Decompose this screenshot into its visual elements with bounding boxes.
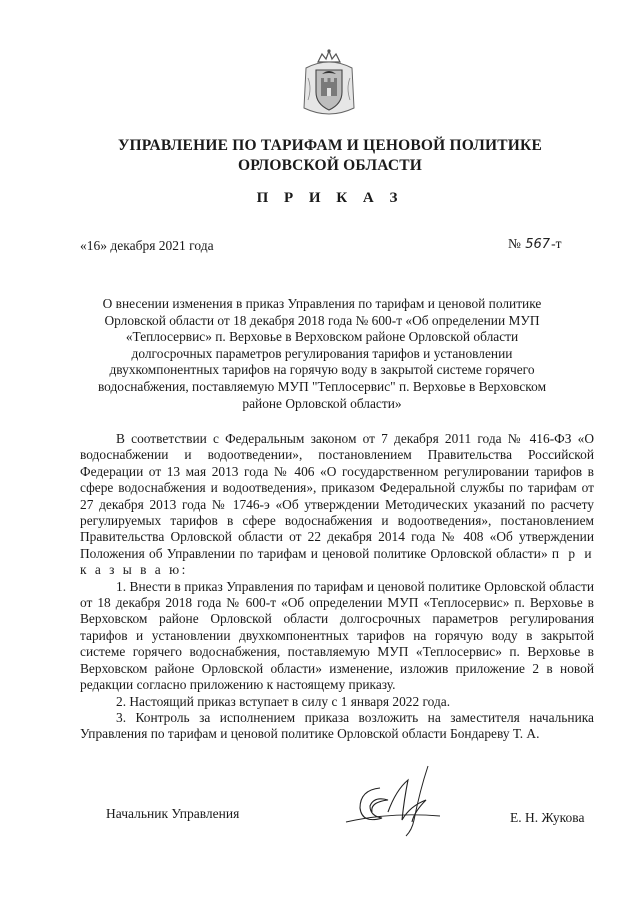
agency-line-1: УПРАВЛЕНИЕ ПО ТАРИФАМ И ЦЕНОВОЙ ПОЛИТИКЕ (117, 137, 543, 154)
number-suffix: -т (551, 236, 562, 251)
preamble-paragraph (80, 431, 594, 579)
agency-line-2: ОРЛОВСКОЙ ОБЛАСТИ (237, 157, 423, 174)
order-item-1: 1. Внести в приказ Управления по тарифам и ценовой политике Орловской области от 18 декабря 2018 года № 600-т «Об определении МУП «Теплосервис» п. Верховье в Верховском районе Орловской области долгосрочных параметров регулирования тарифов и установлении двухкомпонентных тарифов на горячую воду в закрытой системе горячего водоснабжения, поставляемую МУП «Теплосервис» п. Верховье в Верховском районе Орловской области» изменение, изложив приложение 2 в новой редакции согласно приложению к настоящему приказу. (80, 578, 594, 693)
document-date: «16» декабря 2021 года (80, 238, 214, 253)
signer-name: Е. Н. Жукова (510, 810, 585, 825)
number-sign: № (508, 236, 521, 251)
signer-role: Начальник Управления (106, 806, 240, 821)
agency-name (60, 136, 600, 176)
document-subject: О внесении изменения в приказ Управления по тарифам и ценовой политике Орловской области от 18 декабря 2018 года № 600-т «Об определении МУП «Теплосервис» п. Верховье в Верховском районе Орловской области долгосрочных параметров регулирования тарифов и установлении двухкомпонентных тарифов на горячую воду в закрытой системе горячего водоснабжения, поставляемую МУП "Теплосервис" п. Верховье в Верховском районе Орловской области» (97, 296, 547, 411)
document-number (508, 236, 562, 252)
order-item-2: 2. Настоящий приказ вступает в силу с 1 января 2022 года. (116, 693, 451, 709)
preamble-text: В соответствии с Федеральным законом от 7 декабря 2011 года № 416-ФЗ «О водоснабжении и водоотведении», постановлением Правительства Российской Федерации от 13 мая 2013 года № 406 «О государственном регулировании тарифов в сфере водоснабжения и водоотведения», приказом Федеральной службы по тарифам от 27 декабря 2013 года № 1746-э «Об утверждении Методических указаний по расчету регулируемых тарифов в сфере водоснабжения и водоотведения», постановлением Правительства Орловской области от 22 декабря 2014 года № 408 «Об утверждении Положения об Управлении по тарифам и ценовой политике Орловской области» (80, 431, 594, 561)
document-body (80, 431, 594, 743)
coat-of-arms-icon (300, 48, 358, 120)
order-item-3: 3. Контроль за исполнением приказа возложить на заместителя начальника Управления по тарифам и ценовой политике Орловской области Бондареву Т. А. (80, 709, 594, 742)
handwritten-signature (330, 760, 460, 840)
order-word: п р и к а з ы в а ю: (80, 545, 594, 578)
document-type: П Р И К А З (256, 190, 404, 206)
handwritten-number: 567 (525, 237, 551, 252)
